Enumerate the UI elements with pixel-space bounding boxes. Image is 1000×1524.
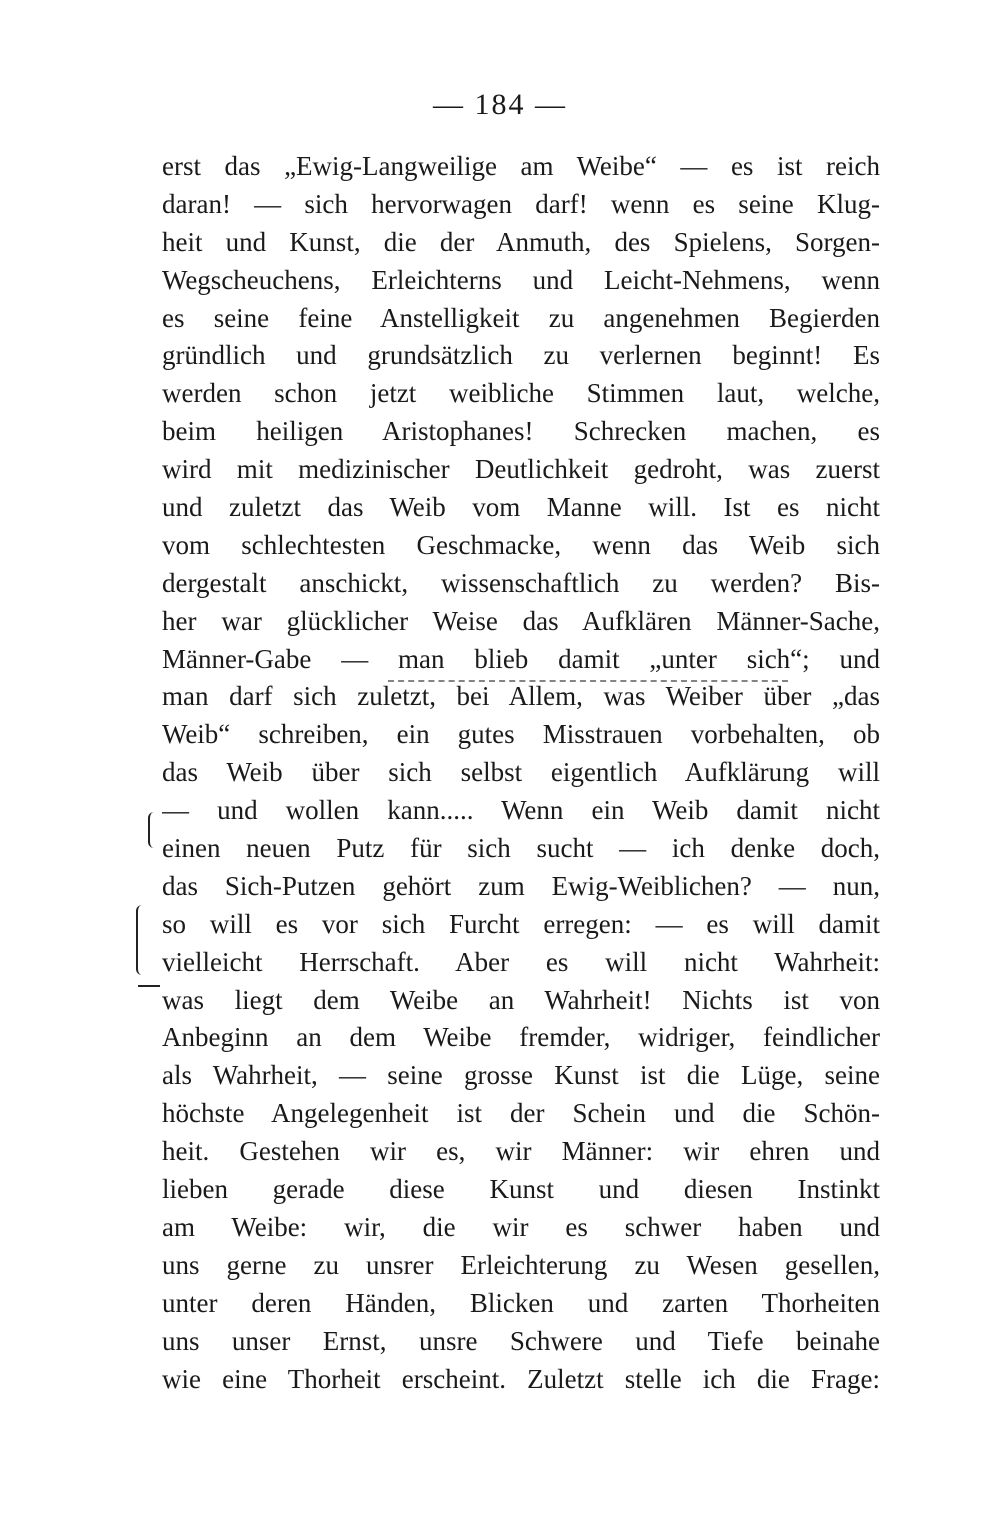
- text-line-16: Weib“ schreiben, ein gutes Misstrauen vorbehalten, ob: [162, 719, 880, 750]
- text-line-18: — und wollen kann..... Wenn ein Weib damit nicht: [162, 795, 880, 826]
- text-line-26: höchste Angelegenheit ist der Schein und die Schön-: [162, 1098, 880, 1129]
- text-line-25: als Wahrheit, — seine grosse Kunst ist die Lüge, seine: [162, 1060, 880, 1091]
- text-line-30: uns gerne zu unsrer Erleichterung zu Wesen gesellen,: [162, 1249, 880, 1280]
- text-line-33: wie eine Thorheit erscheint. Zuletzt stelle ich die Frage:: [162, 1363, 880, 1394]
- text-line-14: Männer-Gabe — man blieb damit „unter sich“; und: [162, 643, 880, 674]
- text-line-9: wird mit medizinischer Deutlichkeit gedroht, was zuerst: [162, 454, 880, 485]
- margin-dash-mark: [138, 985, 160, 987]
- text-line-3: heit und Kunst, die der Anmuth, des Spielens, Sorgen-: [162, 226, 880, 257]
- text-line-23: was liegt dem Weibe an Wahrheit! Nichts ist von: [162, 984, 880, 1015]
- pencil-underline: [388, 680, 788, 682]
- text-line-4: Wegscheuchens, Erleichterns und Leicht-Nehmens, wenn: [162, 264, 880, 295]
- body-text: [162, 148, 880, 1398]
- text-line-19: einen neuen Putz für sich sucht — ich denke doch,: [162, 833, 880, 864]
- text-line-20: das Sich-Putzen gehört zum Ewig-Weiblichen? — nun,: [162, 870, 880, 901]
- text-line-15: man darf sich zuletzt, bei Allem, was Weiber über „das: [162, 681, 880, 712]
- text-line-6: gründlich und grundsätzlich zu verlernen beginnt! Es: [162, 340, 880, 371]
- text-line-2: daran! — sich hervorwagen darf! wenn es seine Klug-: [162, 188, 880, 219]
- margin-bracket-mark: [148, 812, 156, 848]
- text-line-17: das Weib über sich selbst eigentlich Aufklärung will: [162, 757, 880, 788]
- text-line-22: vielleicht Herrschaft. Aber es will nicht Wahrheit:: [162, 946, 880, 977]
- text-line-10: und zuletzt das Weib vom Manne will. Ist es nicht: [162, 492, 880, 523]
- text-line-28: lieben gerade diese Kunst und diesen Instinkt: [162, 1174, 880, 1205]
- text-line-27: heit. Gestehen wir es, wir Männer: wir ehren und: [162, 1136, 880, 1167]
- text-line-8: beim heiligen Aristophanes! Schrecken machen, es: [162, 416, 880, 447]
- text-line-24: Anbeginn an dem Weibe fremder, widriger, feindlicher: [162, 1022, 880, 1053]
- text-line-12: dergestalt anschickt, wissenschaftlich zu werden? Bis-: [162, 567, 880, 598]
- text-line-11: vom schlechtesten Geschmacke, wenn das Weib sich: [162, 529, 880, 560]
- margin-bracket-mark: [136, 905, 144, 975]
- text-line-1: erst das „Ewig-Langweilige am Weibe“ — es ist reich: [162, 151, 880, 181]
- text-line-31: unter deren Händen, Blicken und zarten Thorheiten: [162, 1287, 880, 1318]
- text-line-29: am Weibe: wir, die wir es schwer haben und: [162, 1211, 880, 1242]
- text-line-13: her war glücklicher Weise das Aufklären Männer-Sache,: [162, 605, 880, 636]
- page-number: — 184 —: [433, 88, 567, 121]
- text-line-7: werden schon jetzt weibliche Stimmen laut, welche,: [162, 378, 880, 409]
- text-line-32: uns unser Ernst, unsre Schwere und Tiefe beinahe: [162, 1325, 880, 1356]
- text-line-21: so will es vor sich Furcht erregen: — es will damit: [162, 908, 880, 939]
- text-line-5: es seine feine Anstelligkeit zu angenehmen Begierden: [162, 302, 880, 333]
